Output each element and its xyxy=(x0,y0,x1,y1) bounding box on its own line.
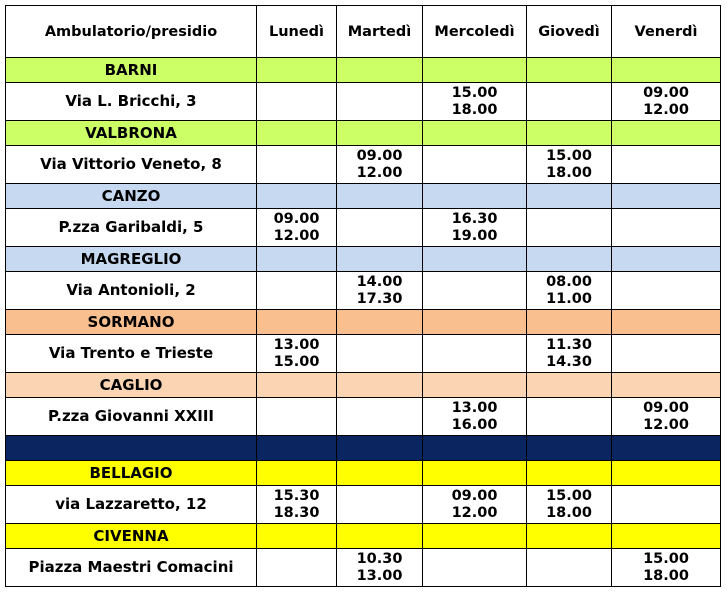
town-empty-cell xyxy=(423,184,527,209)
time-slot-cell xyxy=(612,209,721,247)
town-empty-cell xyxy=(527,121,612,146)
separator-cell xyxy=(257,436,337,461)
time-slot-cell xyxy=(423,398,527,436)
address-name: P.zza Garibaldi, 5 xyxy=(6,209,257,247)
time-slot-cell xyxy=(527,486,612,524)
separator-row xyxy=(6,436,721,461)
start-time: 11.30 xyxy=(546,336,592,353)
time-slot-cell xyxy=(257,83,337,121)
address-name: P.zza Giovanni XXIII xyxy=(6,398,257,436)
town-empty-cell xyxy=(612,310,721,335)
time-slot-cell xyxy=(257,335,337,373)
start-time: 09.00 xyxy=(643,399,689,416)
address-row xyxy=(6,209,721,247)
address-row xyxy=(6,83,721,121)
header-day-thursday: Giovedì xyxy=(527,6,612,58)
town-empty-cell xyxy=(257,461,337,486)
time-slot-cell xyxy=(423,209,527,247)
town-empty-cell xyxy=(257,524,337,549)
address-name: Via Antonioli, 2 xyxy=(6,272,257,310)
end-time: 12.00 xyxy=(451,504,498,521)
time-slot-cell xyxy=(527,549,612,587)
time-slot-cell xyxy=(337,335,423,373)
town-empty-cell xyxy=(257,247,337,272)
town-empty-cell xyxy=(257,58,337,83)
time-slot-cell xyxy=(257,209,337,247)
end-time: 18.00 xyxy=(546,504,592,521)
time-slot-cell xyxy=(612,146,721,184)
town-row xyxy=(6,247,721,272)
town-empty-cell xyxy=(337,524,423,549)
time-slot-cell xyxy=(612,335,721,373)
start-time: 15.00 xyxy=(546,487,592,504)
start-time: 15.00 xyxy=(451,84,498,101)
time-slot-cell xyxy=(257,398,337,436)
time-slot-cell xyxy=(423,83,527,121)
time-slot-cell xyxy=(337,486,423,524)
start-time: 13.00 xyxy=(273,336,320,353)
start-time: 13.00 xyxy=(451,399,498,416)
start-time: 15.00 xyxy=(643,550,689,567)
schedule-body xyxy=(6,58,721,587)
town-empty-cell xyxy=(337,373,423,398)
address-name: Via Trento e Trieste xyxy=(6,335,257,373)
town-row xyxy=(6,373,721,398)
time-slot-cell xyxy=(612,549,721,587)
town-row xyxy=(6,310,721,335)
address-name: Piazza Maestri Comacini xyxy=(6,549,257,587)
start-time: 14.00 xyxy=(356,273,403,290)
separator-cell xyxy=(423,436,527,461)
town-empty-cell xyxy=(612,184,721,209)
end-time: 18.00 xyxy=(451,101,498,118)
town-empty-cell xyxy=(337,247,423,272)
end-time: 17.30 xyxy=(356,290,403,307)
town-row xyxy=(6,121,721,146)
town-empty-cell xyxy=(423,524,527,549)
town-empty-cell xyxy=(337,461,423,486)
time-slot-cell xyxy=(612,486,721,524)
end-time: 18.00 xyxy=(643,567,689,584)
town-name: BARNI xyxy=(6,58,257,83)
time-slot-cell xyxy=(337,398,423,436)
time-slot-cell xyxy=(257,549,337,587)
header-day-tuesday: Martedì xyxy=(337,6,423,58)
time-slot-cell xyxy=(527,272,612,310)
schedule-wrapper xyxy=(5,5,721,587)
time-slot-cell xyxy=(612,398,721,436)
time-slot-cell xyxy=(527,335,612,373)
time-slot-cell xyxy=(257,272,337,310)
separator-cell xyxy=(527,436,612,461)
town-empty-cell xyxy=(257,373,337,398)
end-time: 12.00 xyxy=(643,416,689,433)
town-empty-cell xyxy=(527,461,612,486)
address-row xyxy=(6,335,721,373)
start-time: 15.00 xyxy=(546,147,592,164)
town-empty-cell xyxy=(337,184,423,209)
end-time: 16.00 xyxy=(451,416,498,433)
town-empty-cell xyxy=(527,524,612,549)
town-empty-cell xyxy=(423,121,527,146)
address-row xyxy=(6,272,721,310)
time-slot-cell xyxy=(337,83,423,121)
address-row xyxy=(6,486,721,524)
town-empty-cell xyxy=(423,373,527,398)
start-time: 09.00 xyxy=(356,147,403,164)
separator-cell xyxy=(612,436,721,461)
start-time: 10.30 xyxy=(356,550,403,567)
town-empty-cell xyxy=(337,310,423,335)
town-empty-cell xyxy=(527,184,612,209)
start-time: 16.30 xyxy=(451,210,498,227)
schedule-table xyxy=(5,5,721,587)
town-empty-cell xyxy=(612,58,721,83)
town-name: CAGLIO xyxy=(6,373,257,398)
time-slot-cell xyxy=(423,272,527,310)
end-time: 18.00 xyxy=(546,164,592,181)
header-row xyxy=(6,6,721,58)
town-empty-cell xyxy=(612,373,721,398)
header-location: Ambulatorio/presidio xyxy=(6,6,257,58)
address-row xyxy=(6,398,721,436)
town-empty-cell xyxy=(527,58,612,83)
town-empty-cell xyxy=(257,121,337,146)
town-row xyxy=(6,184,721,209)
time-slot-cell xyxy=(337,272,423,310)
town-empty-cell xyxy=(423,310,527,335)
town-empty-cell xyxy=(612,121,721,146)
town-empty-cell xyxy=(527,310,612,335)
time-slot-cell xyxy=(527,209,612,247)
town-empty-cell xyxy=(337,58,423,83)
end-time: 19.00 xyxy=(451,227,498,244)
time-slot-cell xyxy=(423,335,527,373)
town-empty-cell xyxy=(423,461,527,486)
address-name: Via L. Bricchi, 3 xyxy=(6,83,257,121)
start-time: 09.00 xyxy=(451,487,498,504)
time-slot-cell xyxy=(423,486,527,524)
separator-cell xyxy=(337,436,423,461)
town-empty-cell xyxy=(612,247,721,272)
time-slot-cell xyxy=(527,83,612,121)
town-name: MAGREGLIO xyxy=(6,247,257,272)
end-time: 18.30 xyxy=(273,504,320,521)
end-time: 13.00 xyxy=(356,567,403,584)
time-slot-cell xyxy=(337,549,423,587)
town-empty-cell xyxy=(612,461,721,486)
town-name: SORMANO xyxy=(6,310,257,335)
address-row xyxy=(6,549,721,587)
time-slot-cell xyxy=(612,272,721,310)
town-name: CIVENNA xyxy=(6,524,257,549)
town-empty-cell xyxy=(423,247,527,272)
start-time: 15.30 xyxy=(273,487,320,504)
time-slot-cell xyxy=(612,83,721,121)
end-time: 12.00 xyxy=(643,101,689,118)
town-empty-cell xyxy=(527,373,612,398)
town-empty-cell xyxy=(257,310,337,335)
town-empty-cell xyxy=(337,121,423,146)
time-slot-cell xyxy=(527,146,612,184)
header-day-friday: Venerdì xyxy=(612,6,721,58)
time-slot-cell xyxy=(423,549,527,587)
time-slot-cell xyxy=(527,398,612,436)
end-time: 14.30 xyxy=(546,353,592,370)
town-empty-cell xyxy=(423,58,527,83)
start-time: 09.00 xyxy=(643,84,689,101)
town-empty-cell xyxy=(257,184,337,209)
header-day-wednesday: Mercoledì xyxy=(423,6,527,58)
town-row xyxy=(6,524,721,549)
town-name: BELLAGIO xyxy=(6,461,257,486)
town-row xyxy=(6,58,721,83)
end-time: 15.00 xyxy=(273,353,320,370)
town-row xyxy=(6,461,721,486)
header-day-monday: Lunedì xyxy=(257,6,337,58)
end-time: 12.00 xyxy=(356,164,403,181)
town-name: VALBRONA xyxy=(6,121,257,146)
town-empty-cell xyxy=(612,524,721,549)
time-slot-cell xyxy=(257,486,337,524)
time-slot-cell xyxy=(423,146,527,184)
start-time: 09.00 xyxy=(273,210,320,227)
time-slot-cell xyxy=(257,146,337,184)
time-slot-cell xyxy=(337,209,423,247)
address-name: Via Vittorio Veneto, 8 xyxy=(6,146,257,184)
town-empty-cell xyxy=(527,247,612,272)
time-slot-cell xyxy=(337,146,423,184)
start-time: 08.00 xyxy=(546,273,592,290)
end-time: 11.00 xyxy=(546,290,592,307)
address-name: via Lazzaretto, 12 xyxy=(6,486,257,524)
end-time: 12.00 xyxy=(273,227,320,244)
town-name: CANZO xyxy=(6,184,257,209)
separator-cell xyxy=(6,436,257,461)
address-row xyxy=(6,146,721,184)
